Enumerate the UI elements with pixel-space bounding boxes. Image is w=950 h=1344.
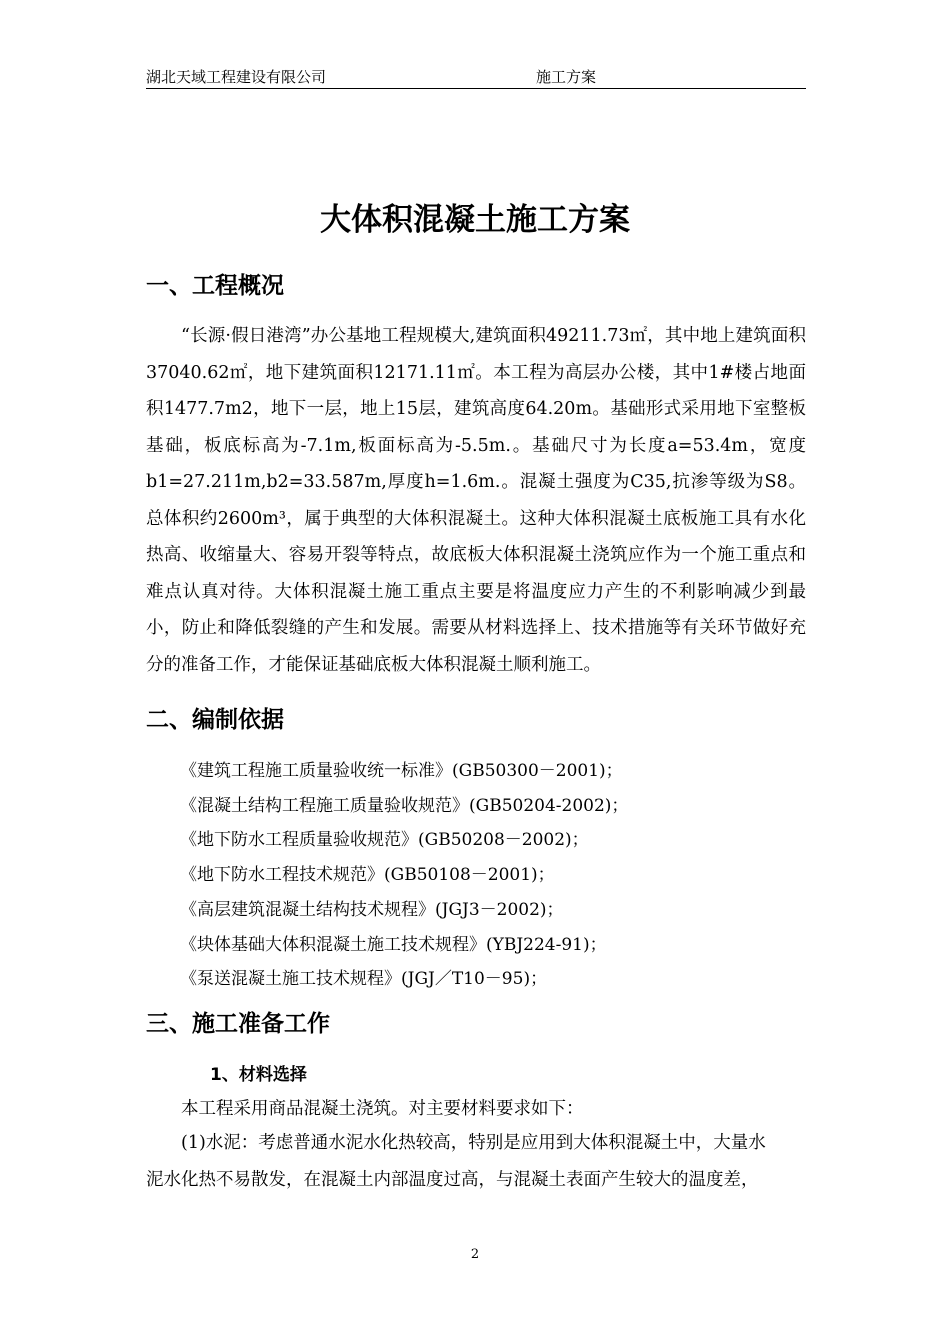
cement-text-line-1: (1)水泥：考虑普通水泥水化热较高，特别是应用到大体积混凝土中，大量水	[181, 1133, 766, 1153]
overview-paragraph: “长源·假日港湾”办公基地工程规模大,建筑面积49211.73㎡，其中地上建筑面积37040.62㎡，地下建筑面积12171.11㎡。本工程为高层办公楼，其中1#楼占地面积1477.7m2，地下一层，地上15层，建筑高度64.20m。基础形式采用地下室整板基础，板底标高为-7.1m,板面标高为-5.5m.。基础尺寸为长度a=53.4m，宽度b1=27.211m,b2=33.587m,厚度h=1.6m.。混凝土强度为C35,抗渗等级为S8。总体积约2600m³，属于典型的大体积混凝土。这种大体积混凝土底板施工具有水化热高、收缩量大、容易开裂等特点，故底板大体积混凝土浇筑应作为一个施工重点和难点认真对待。大体积混凝土施工重点主要是将温度应力产生的不利影响减少到最小，防止和降低裂缝的产生和发展。需要从材料选择上、技术措施等有关环节做好充分的准备工作，才能保证基础底板大体积混凝土顺利施工。	[146, 326, 806, 675]
reference-item: 《建筑工程施工质量验收统一标准》(GB50300－2001)；	[180, 761, 623, 781]
page-number: 2	[470, 1247, 480, 1262]
reference-item: 《混凝土结构工程施工质量验收规范》(GB50204-2002)；	[180, 795, 629, 816]
section-heading-basis: 二、编制依据	[146, 707, 284, 733]
subsection-heading-materials: 1、材料选择	[210, 1065, 307, 1085]
section-heading-overview: 一、工程概况	[146, 273, 284, 299]
cement-text-line-2: 泥水化热不易散发，在混凝土内部温度过高，与混凝土表面产生较大的温度差，	[146, 1170, 759, 1190]
header-company: 湖北天域工程建设有限公司	[146, 68, 327, 86]
section-heading-preparation: 三、施工准备工作	[146, 1011, 330, 1037]
reference-item: 《泵送混凝土施工技术规程》(JGJ／T10－95)；	[180, 969, 548, 990]
header-doc-type: 施工方案	[536, 68, 597, 86]
page-header	[146, 66, 806, 89]
reference-item: 《地下防水工程质量验收规范》(GB50208－2002)；	[180, 830, 589, 851]
reference-list	[180, 754, 628, 997]
reference-item: 《块体基础大体积混凝土施工技术规程》(YBJ224-91)；	[180, 934, 607, 955]
document-title: 大体积混凝土施工方案	[320, 202, 630, 238]
materials-intro: 本工程采用商品混凝土浇筑。对主要材料要求如下：	[181, 1099, 584, 1119]
reference-item: 《地下防水工程技术规范》(GB50108－2001)；	[180, 865, 555, 886]
reference-item: 《高层建筑混凝土结构技术规程》(JGJ3－2002)；	[180, 899, 564, 920]
